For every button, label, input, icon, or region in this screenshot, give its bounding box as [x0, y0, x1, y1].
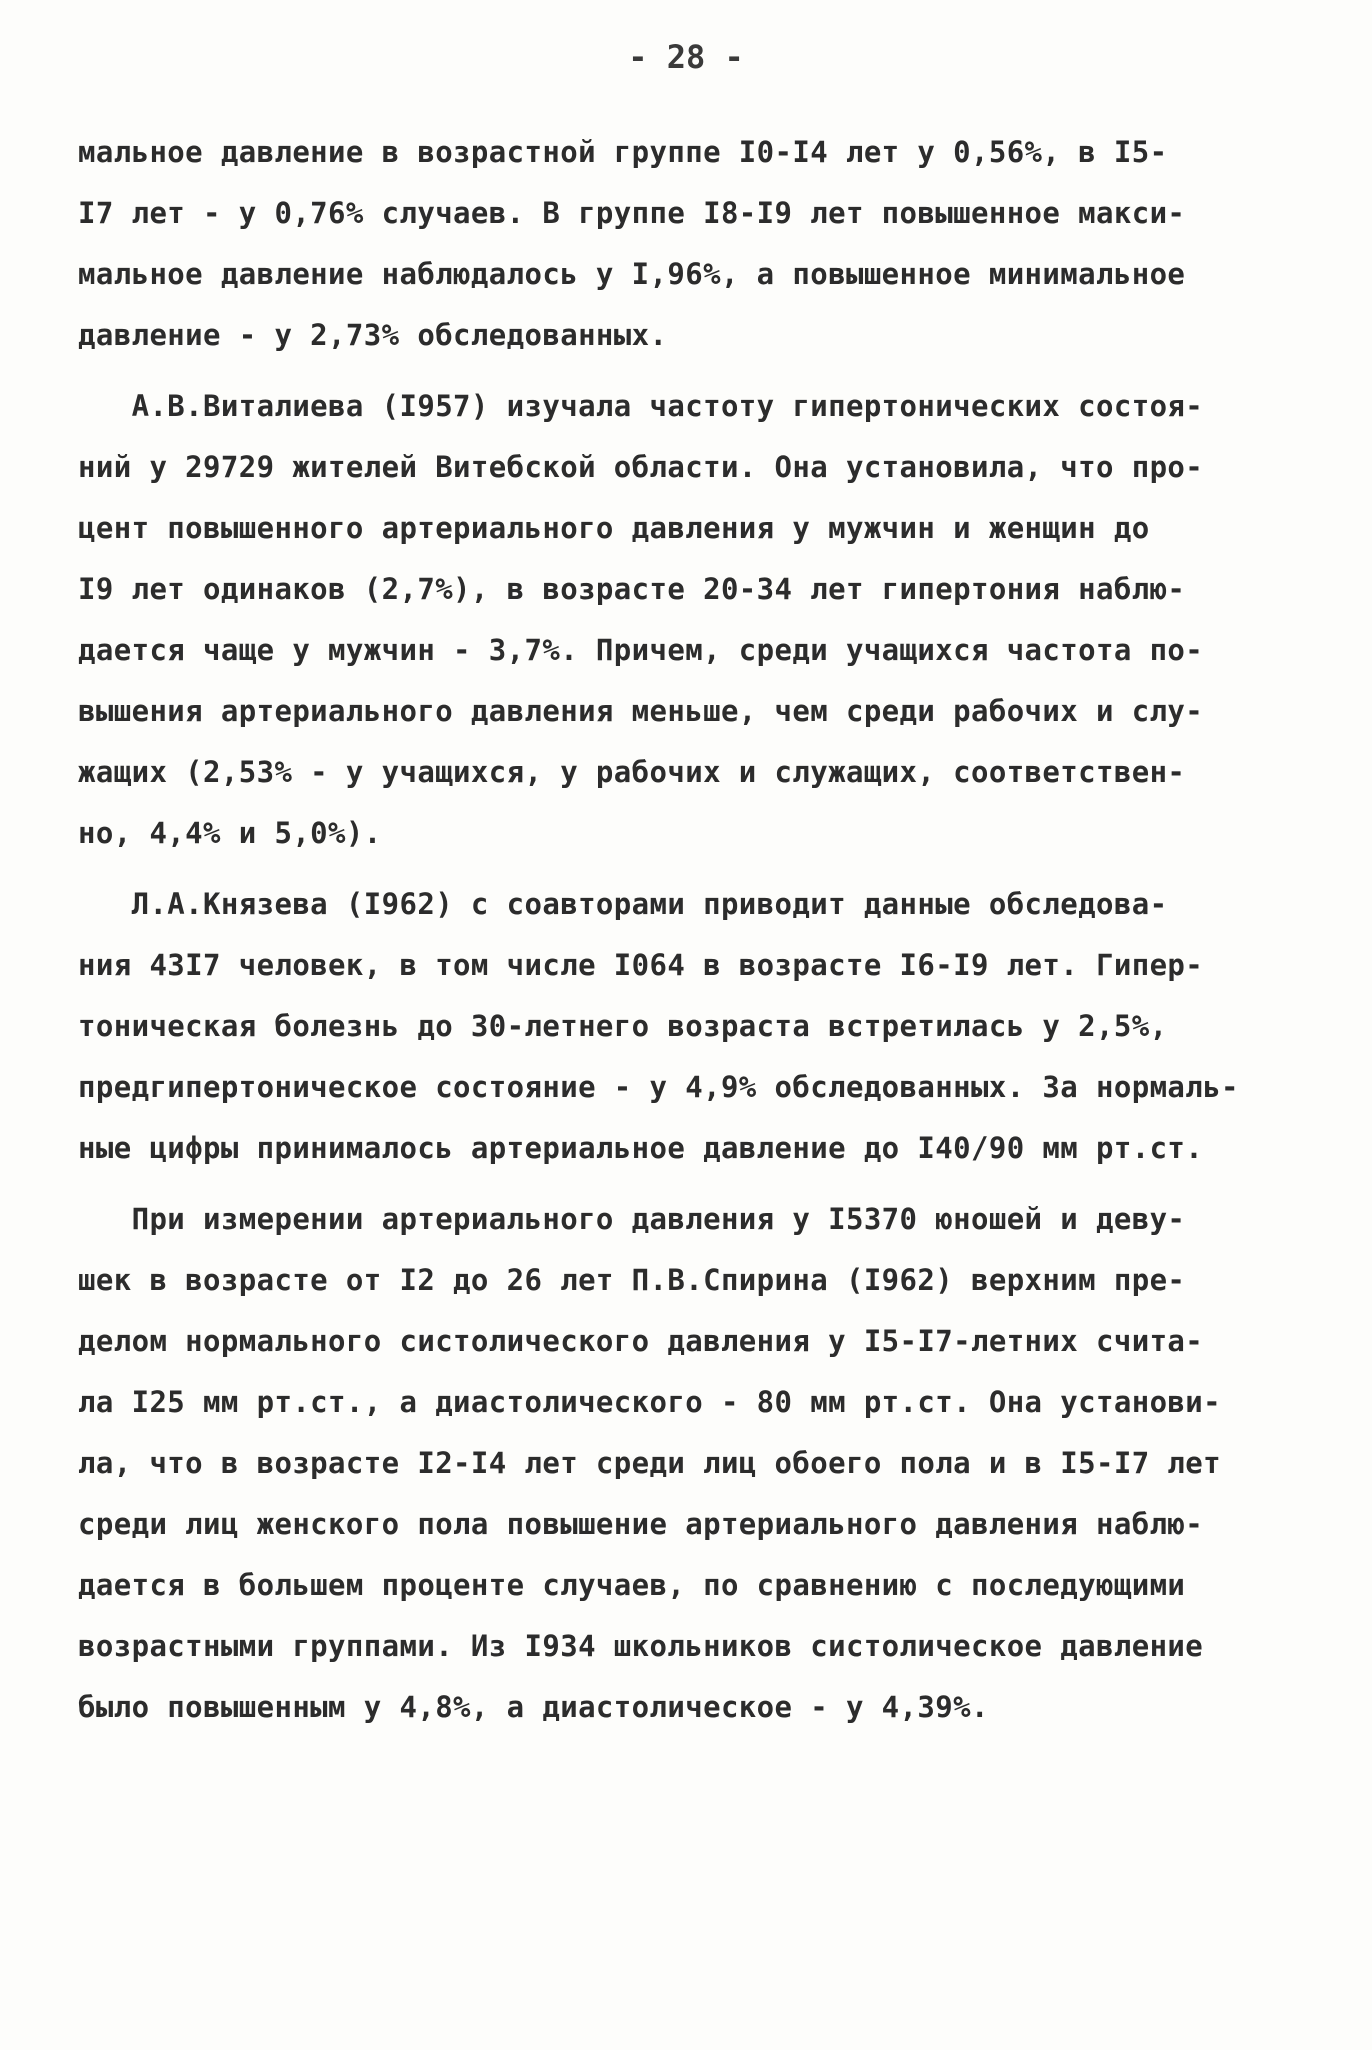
text-line: делом нормального систолического давления у I5-I7-летних счита- [78, 1324, 1204, 1358]
text-line: Л.А.Князева (I962) с соавторами приводит данные обследова- [78, 887, 1168, 921]
text-line: I7 лет - у 0,76% случаев. В группе I8-I9 лет повышенное макси- [78, 196, 1186, 230]
text-line: вышения артериального давления меньше, чем среди рабочих и слу- [78, 694, 1204, 728]
text-line: жащих (2,53% - у учащихся, у рабочих и служащих, соответствен- [78, 755, 1186, 789]
text-line: было повышенным у 4,8%, а диастолическое - у 4,39%. [78, 1690, 989, 1724]
text-line: ния 43I7 человек, в том числе I064 в возрасте I6-I9 лет. Гипер- [78, 948, 1204, 982]
text-line: тоническая болезнь до 30-летнего возраста встретилась у 2,5%, [78, 1009, 1168, 1043]
text-line: цент повышенного артериального давления у мужчин и женщин до [78, 511, 1150, 545]
text-line: ла I25 мм рт.ст., а диастолического - 80 мм рт.ст. Она установи- [78, 1385, 1222, 1419]
text-line: При измерении артериального давления у I5370 юношей и деву- [78, 1202, 1186, 1236]
text-line: среди лиц женского пола повышение артериального давления наблю- [78, 1507, 1204, 1541]
text-line: но, 4,4% и 5,0%). [78, 816, 382, 850]
text-line: дается чаще у мужчин - 3,7%. Причем, среди учащихся частота по- [78, 633, 1204, 667]
text-line: шек в возрасте от I2 до 26 лет П.В.Спирина (I962) верхним пре- [78, 1263, 1186, 1297]
page-number: - 28 - [628, 38, 744, 76]
text-line: А.В.Виталиева (I957) изучала частоту гипертонических состоя- [78, 389, 1204, 423]
text-line: мальное давление в возрастной группе I0-I4 лет у 0,56%, в I5- [78, 135, 1168, 169]
text-line: возрастными группами. Из I934 школьников систолическое давление [78, 1629, 1204, 1663]
text-line: ний у 29729 жителей Витебской области. Она установила, что про- [78, 450, 1204, 484]
text-line: ла, что в возрасте I2-I4 лет среди лиц обоего пола и в I5-I7 лет [78, 1446, 1222, 1480]
text-line: мальное давление наблюдалось у I,96%, а повышенное минимальное [78, 257, 1186, 291]
text-line: ные цифры принималось артериальное давление до I40/90 мм рт.ст. [78, 1131, 1204, 1165]
text-line: дается в большем проценте случаев, по сравнению с последующими [78, 1568, 1186, 1602]
text-line: предгипертоническое состояние - у 4,9% обследованных. За нормаль- [78, 1070, 1239, 1104]
text-line: I9 лет одинаков (2,7%), в возрасте 20-34 лет гипертония наблю- [78, 572, 1186, 606]
text-line: давление - у 2,73% обследованных. [78, 318, 668, 352]
